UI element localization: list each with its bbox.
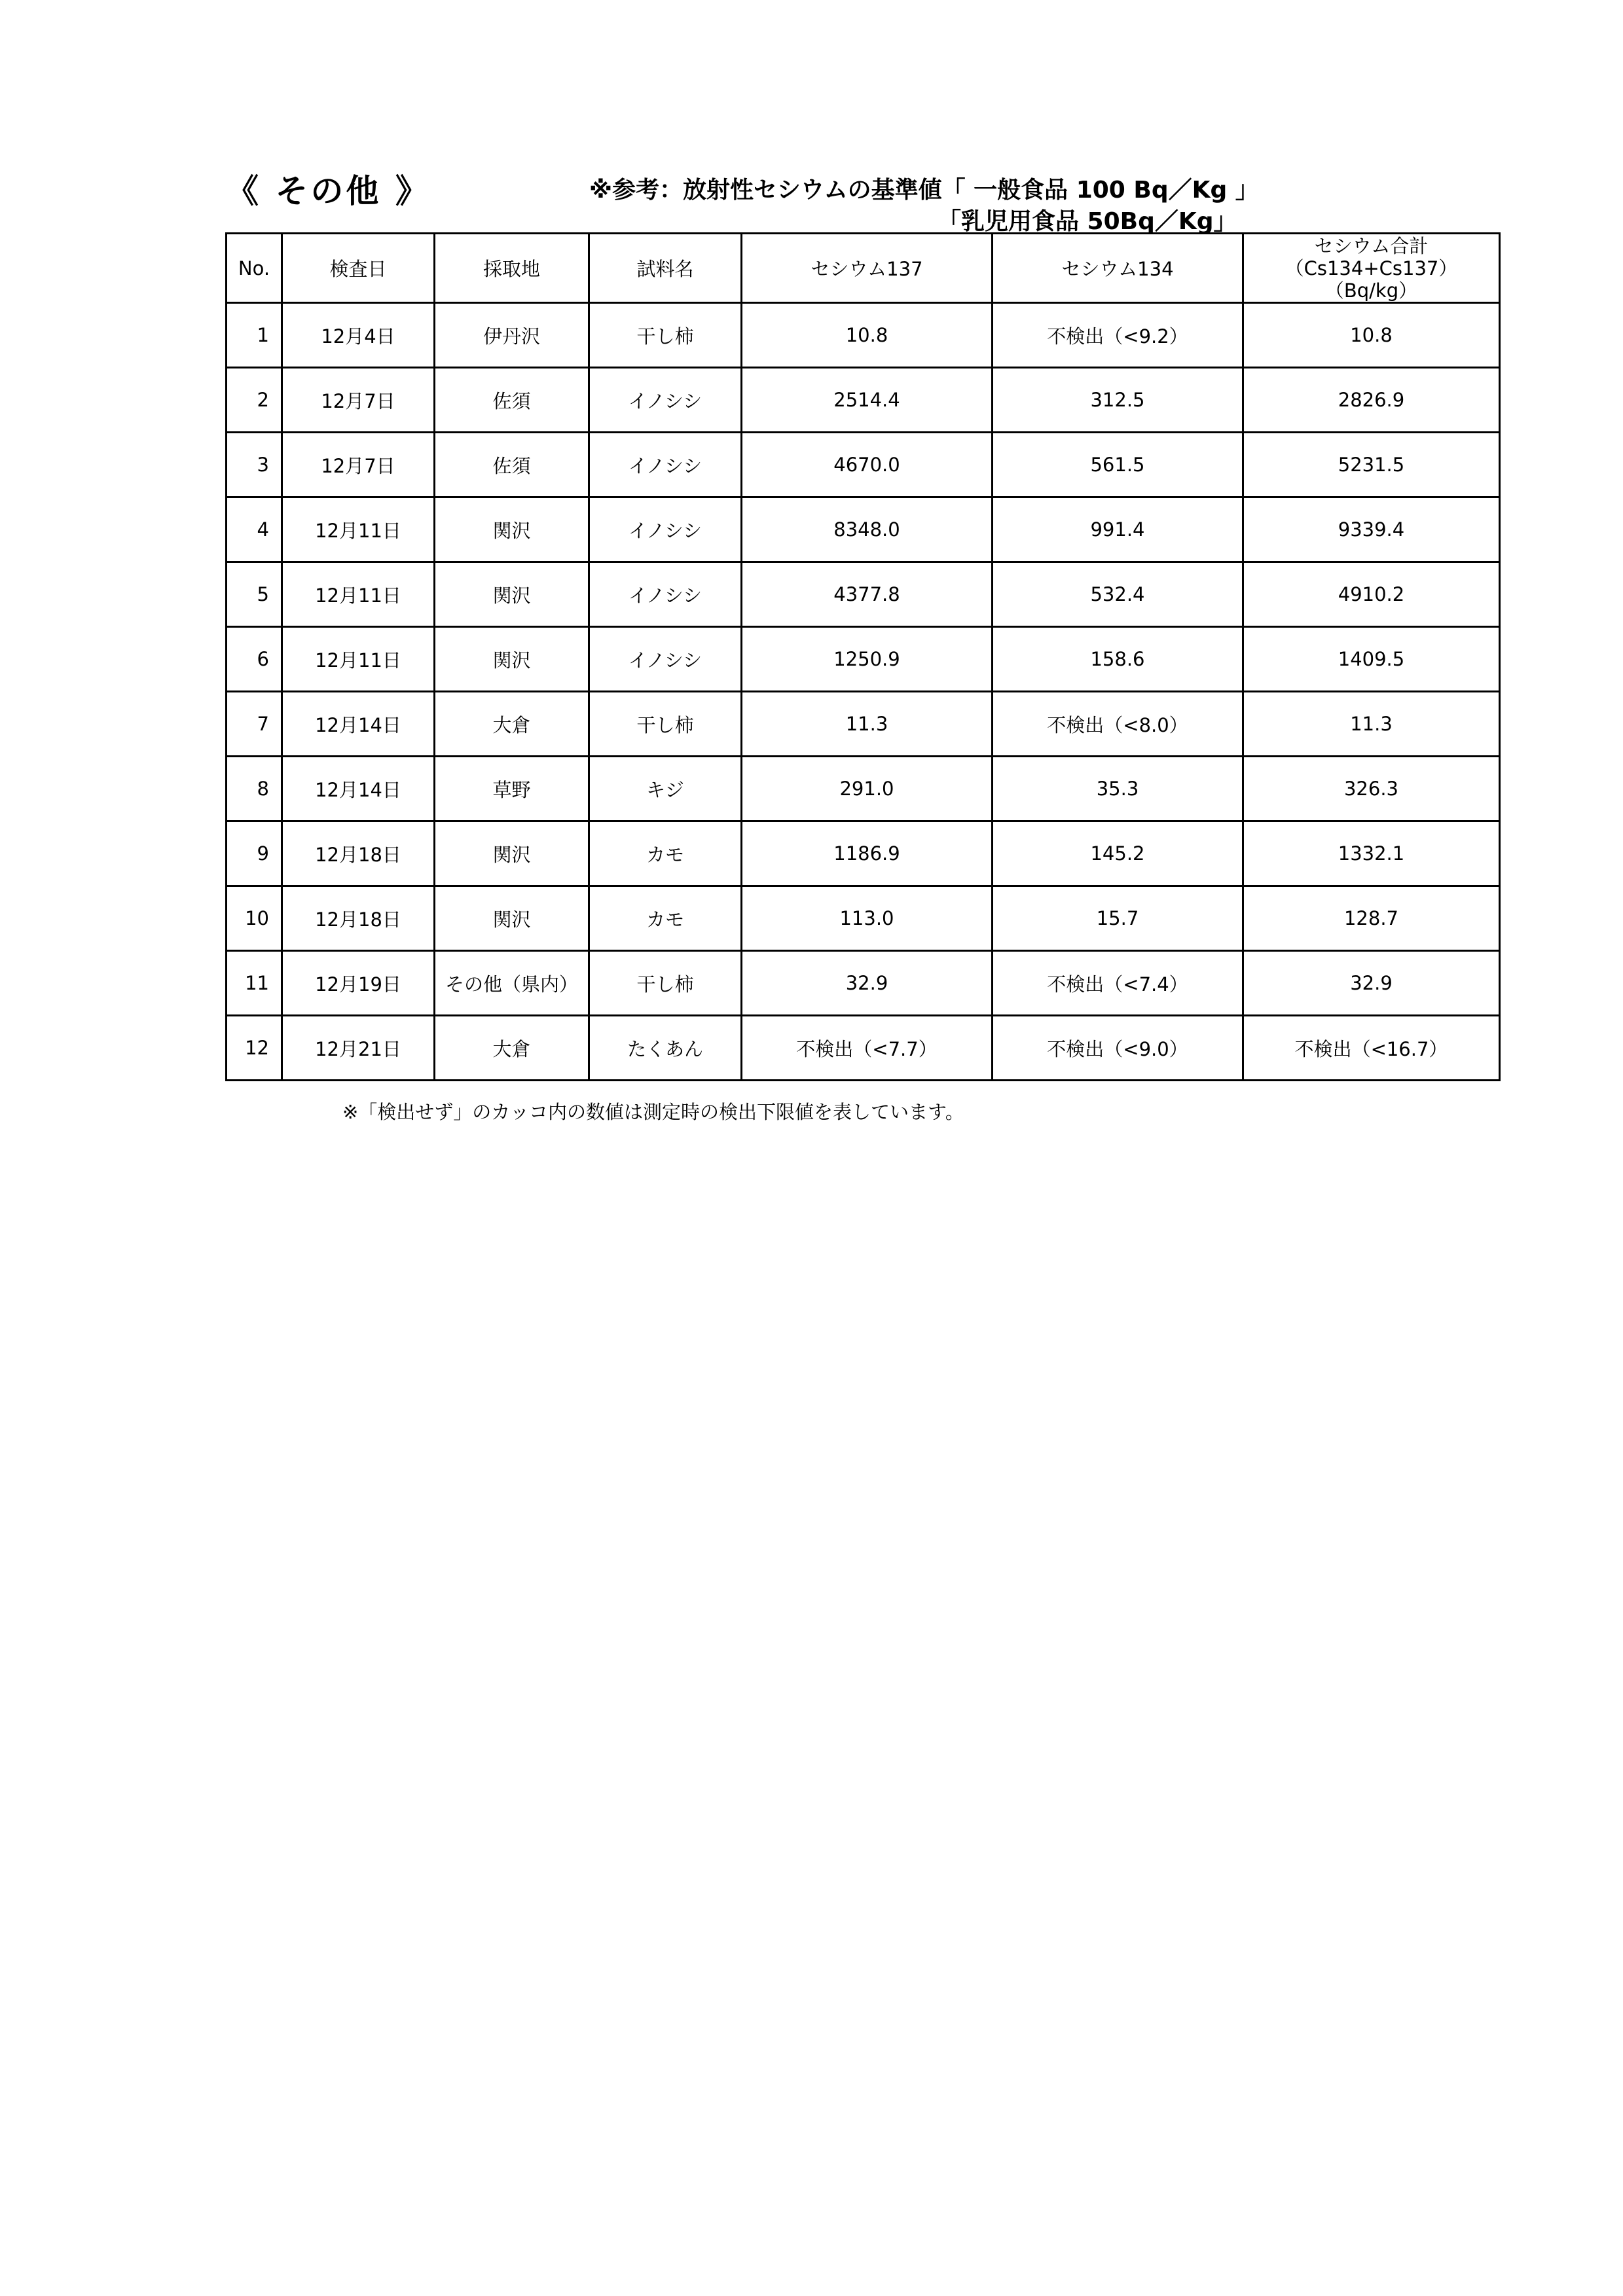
table-row bbox=[227, 886, 1500, 951]
cell-date: 12月14日 bbox=[282, 757, 435, 821]
cell-location: 関沢 bbox=[435, 497, 589, 562]
col-header-date: 検査日 bbox=[282, 234, 435, 303]
table-row bbox=[227, 497, 1500, 562]
section-title: 《 その他 》 bbox=[226, 172, 431, 210]
cell-no: 7 bbox=[227, 692, 282, 757]
table-header-row bbox=[227, 234, 1500, 303]
cell-cs137: 2514.4 bbox=[742, 368, 993, 433]
cell-total: 10.8 bbox=[1243, 303, 1500, 368]
col-header-total bbox=[1243, 234, 1500, 303]
col-header-cs137: セシウム137 bbox=[742, 234, 993, 303]
cell-sample: 干し柿 bbox=[589, 951, 742, 1016]
table-row bbox=[227, 1016, 1500, 1081]
cell-cs134: 532.4 bbox=[993, 562, 1243, 627]
cell-date: 12月14日 bbox=[282, 692, 435, 757]
cell-total: 1332.1 bbox=[1243, 821, 1500, 886]
cell-cs134: 158.6 bbox=[993, 627, 1243, 692]
col-header-cs134: セシウム134 bbox=[993, 234, 1243, 303]
cell-date: 12月18日 bbox=[282, 821, 435, 886]
cell-total: 1409.5 bbox=[1243, 627, 1500, 692]
cell-sample: 干し柿 bbox=[589, 303, 742, 368]
cell-total: 32.9 bbox=[1243, 951, 1500, 1016]
cell-date: 12月7日 bbox=[282, 433, 435, 497]
cell-total: 128.7 bbox=[1243, 886, 1500, 951]
cell-sample: イノシシ bbox=[589, 497, 742, 562]
col-header-total-title: セシウム合計 bbox=[1314, 234, 1429, 257]
cell-cs137: 11.3 bbox=[742, 692, 993, 757]
cell-no: 6 bbox=[227, 627, 282, 692]
cell-sample: イノシシ bbox=[589, 368, 742, 433]
cell-cs137: 1186.9 bbox=[742, 821, 993, 886]
cell-location: 大倉 bbox=[435, 1016, 589, 1081]
cell-cs134: 991.4 bbox=[993, 497, 1243, 562]
cell-sample: たくあん bbox=[589, 1016, 742, 1081]
table-row bbox=[227, 951, 1500, 1016]
cell-total: 9339.4 bbox=[1243, 497, 1500, 562]
cell-total: 326.3 bbox=[1243, 757, 1500, 821]
cell-cs134: 561.5 bbox=[993, 433, 1243, 497]
table-body bbox=[227, 303, 1500, 1081]
cell-cs137: 291.0 bbox=[742, 757, 993, 821]
cell-cs137: 113.0 bbox=[742, 886, 993, 951]
cell-date: 12月11日 bbox=[282, 562, 435, 627]
cell-location: 関沢 bbox=[435, 821, 589, 886]
cell-cs137: 4377.8 bbox=[742, 562, 993, 627]
cell-location: 大倉 bbox=[435, 692, 589, 757]
cell-cs134: 不検出（<7.4） bbox=[993, 951, 1243, 1016]
cell-date: 12月11日 bbox=[282, 627, 435, 692]
cell-cs137: 32.9 bbox=[742, 951, 993, 1016]
cell-date: 12月21日 bbox=[282, 1016, 435, 1081]
col-header-no: No. bbox=[227, 234, 282, 303]
cell-location: 関沢 bbox=[435, 886, 589, 951]
cell-no: 5 bbox=[227, 562, 282, 627]
col-header-sample: 試料名 bbox=[589, 234, 742, 303]
cell-total: 11.3 bbox=[1243, 692, 1500, 757]
cell-date: 12月7日 bbox=[282, 368, 435, 433]
table-row bbox=[227, 757, 1500, 821]
table-row bbox=[227, 562, 1500, 627]
table-row bbox=[227, 368, 1500, 433]
reference-standard-general: ※参考：放射性セシウムの基準値「 一般食品 100 Bq／Kg 」 bbox=[589, 177, 1259, 204]
col-header-total-formula: （Cs134+Cs137） bbox=[1285, 257, 1458, 279]
cell-no: 2 bbox=[227, 368, 282, 433]
cell-location: 関沢 bbox=[435, 627, 589, 692]
table-row bbox=[227, 433, 1500, 497]
cell-cs134: 不検出（<8.0） bbox=[993, 692, 1243, 757]
cell-total: 4910.2 bbox=[1243, 562, 1500, 627]
cell-location: 草野 bbox=[435, 757, 589, 821]
cell-cs134: 不検出（<9.0） bbox=[993, 1016, 1243, 1081]
cell-cs134: 145.2 bbox=[993, 821, 1243, 886]
cell-date: 12月19日 bbox=[282, 951, 435, 1016]
cell-sample: イノシシ bbox=[589, 433, 742, 497]
cell-no: 4 bbox=[227, 497, 282, 562]
cell-cs137: 4670.0 bbox=[742, 433, 993, 497]
reference-standard-infant: 「乳児用食品 50Bq／Kg」 bbox=[938, 208, 1237, 235]
cell-location: 佐須 bbox=[435, 433, 589, 497]
cell-sample: イノシシ bbox=[589, 562, 742, 627]
cell-cs134: 不検出（<9.2） bbox=[993, 303, 1243, 368]
cell-cs134: 312.5 bbox=[993, 368, 1243, 433]
cell-date: 12月4日 bbox=[282, 303, 435, 368]
cell-no: 8 bbox=[227, 757, 282, 821]
cell-date: 12月11日 bbox=[282, 497, 435, 562]
cell-total: 不検出（<16.7） bbox=[1243, 1016, 1500, 1081]
cell-no: 3 bbox=[227, 433, 282, 497]
cell-cs137: 不検出（<7.7） bbox=[742, 1016, 993, 1081]
cell-location: 佐須 bbox=[435, 368, 589, 433]
cell-cs137: 1250.9 bbox=[742, 627, 993, 692]
cell-sample: キジ bbox=[589, 757, 742, 821]
cell-cs137: 8348.0 bbox=[742, 497, 993, 562]
cell-no: 12 bbox=[227, 1016, 282, 1081]
col-header-location: 採取地 bbox=[435, 234, 589, 303]
table-row bbox=[227, 821, 1500, 886]
cell-no: 9 bbox=[227, 821, 282, 886]
table-row bbox=[227, 627, 1500, 692]
cell-sample: カモ bbox=[589, 821, 742, 886]
cell-sample: イノシシ bbox=[589, 627, 742, 692]
cell-cs134: 15.7 bbox=[993, 886, 1243, 951]
cell-location: 関沢 bbox=[435, 562, 589, 627]
cell-sample: 干し柿 bbox=[589, 692, 742, 757]
cell-no: 10 bbox=[227, 886, 282, 951]
cell-location: その他（県内） bbox=[435, 951, 589, 1016]
cesium-results-table bbox=[225, 232, 1501, 1081]
col-header-total-unit: （Bq/kg） bbox=[1324, 279, 1418, 302]
cell-location: 伊丹沢 bbox=[435, 303, 589, 368]
cell-total: 5231.5 bbox=[1243, 433, 1500, 497]
cell-sample: カモ bbox=[589, 886, 742, 951]
cell-no: 11 bbox=[227, 951, 282, 1016]
cell-no: 1 bbox=[227, 303, 282, 368]
cell-total: 2826.9 bbox=[1243, 368, 1500, 433]
cell-cs134: 35.3 bbox=[993, 757, 1243, 821]
cell-cs137: 10.8 bbox=[742, 303, 993, 368]
table-row bbox=[227, 303, 1500, 368]
cell-date: 12月18日 bbox=[282, 886, 435, 951]
footnote: ※「検出せず」のカッコ内の数値は測定時の検出下限値を表しています。 bbox=[342, 1101, 964, 1123]
table-row bbox=[227, 692, 1500, 757]
